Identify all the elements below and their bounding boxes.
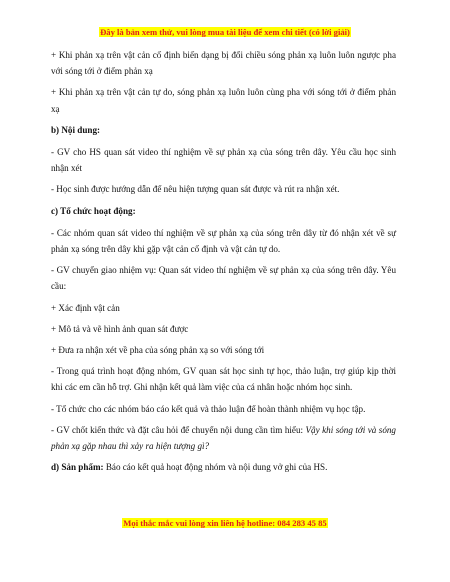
section-b-item: - GV cho HS quan sát video thí nghiệm về sự phản xạ của sóng trên dây. Yêu cầu học sinh nhận xét [51,147,396,174]
section-c-item: - Tổ chức cho các nhóm báo cáo kết quả và thảo luận để hoàn thành nhiệm vụ học tập. [51,403,366,414]
section-c-item: + Đưa ra nhận xét về pha của sóng phản xạ so với sóng tới [51,345,265,356]
section-d [51,459,396,475]
paragraph-fixed-obstacle: + Khi phản xạ trên vật cản cố định biến dạng bị đổi chiều sóng phản xạ luôn luôn ngược pha với sóng tới ở điểm phản xạ [51,50,396,77]
section-d-text: Báo cáo kết quả hoạt động nhóm và nội dung vở ghi của HS. [103,462,328,473]
section-c-item: - Trong quá trình hoạt động nhóm, GV quan sát học sinh tự học, thảo luận, trợ giúp kịp thời khi các em cần hỗ trợ. Ghi nhận kết quả làm việc của cá nhân hoặc nhóm học sinh. [51,366,396,393]
section-b-heading: b) Nội dung: [51,124,101,135]
paragraph-free-obstacle: + Khi phản xạ trên vật cản tự do, sóng phản xạ luôn luôn cùng pha với sóng tới ở điểm phản xạ [51,87,396,114]
section-c-item: + Xác định vật cản [51,302,120,313]
document-body [51,47,396,480]
section-b-item: - Học sinh được hướng dẫn để nêu hiện tượng quan sát được và rút ra nhận xét. [51,184,340,195]
section-c-heading: c) Tổ chức hoạt động: [51,205,136,216]
hotline-notice-text: Mọi thắc mắc vui lòng xin liên hệ hotline: 084 283 45 85 [123,518,327,528]
section-c-final-prefix: - GV chốt kiến thức và đặt câu hỏi để chuyển nội dung cần tìm hiểu: [51,424,306,435]
section-c-final-question: Vậy khi sóng tới và sóng phản xạ gặp nhau thì xảy ra hiện tượng gì? [51,424,396,452]
section-c-item: + Mô tả và vẽ hình ảnh quan sát được [51,323,189,334]
section-c-item: - Các nhóm quan sát video thí nghiệm về sự phản xạ của sóng trên dây từ đó nhận xét về sự phản xạ sóng trên dây khi gặp vật cản cố định và vật cản tự do. [51,227,396,255]
hotline-notice-banner [0,518,450,528]
preview-notice-text: Đây là bản xem thử, vui lòng mua tài liệu để xem chi tiết (có lời giải) [100,27,350,37]
section-c-final [51,422,396,454]
section-d-heading: d) Sản phẩm: [51,462,104,473]
preview-notice-banner [0,27,450,37]
section-c-item: - GV chuyển giao nhiệm vụ: Quan sát video thí nghiệm về sự phản xạ của sóng trên dây. Yêu cầu: [51,265,396,292]
